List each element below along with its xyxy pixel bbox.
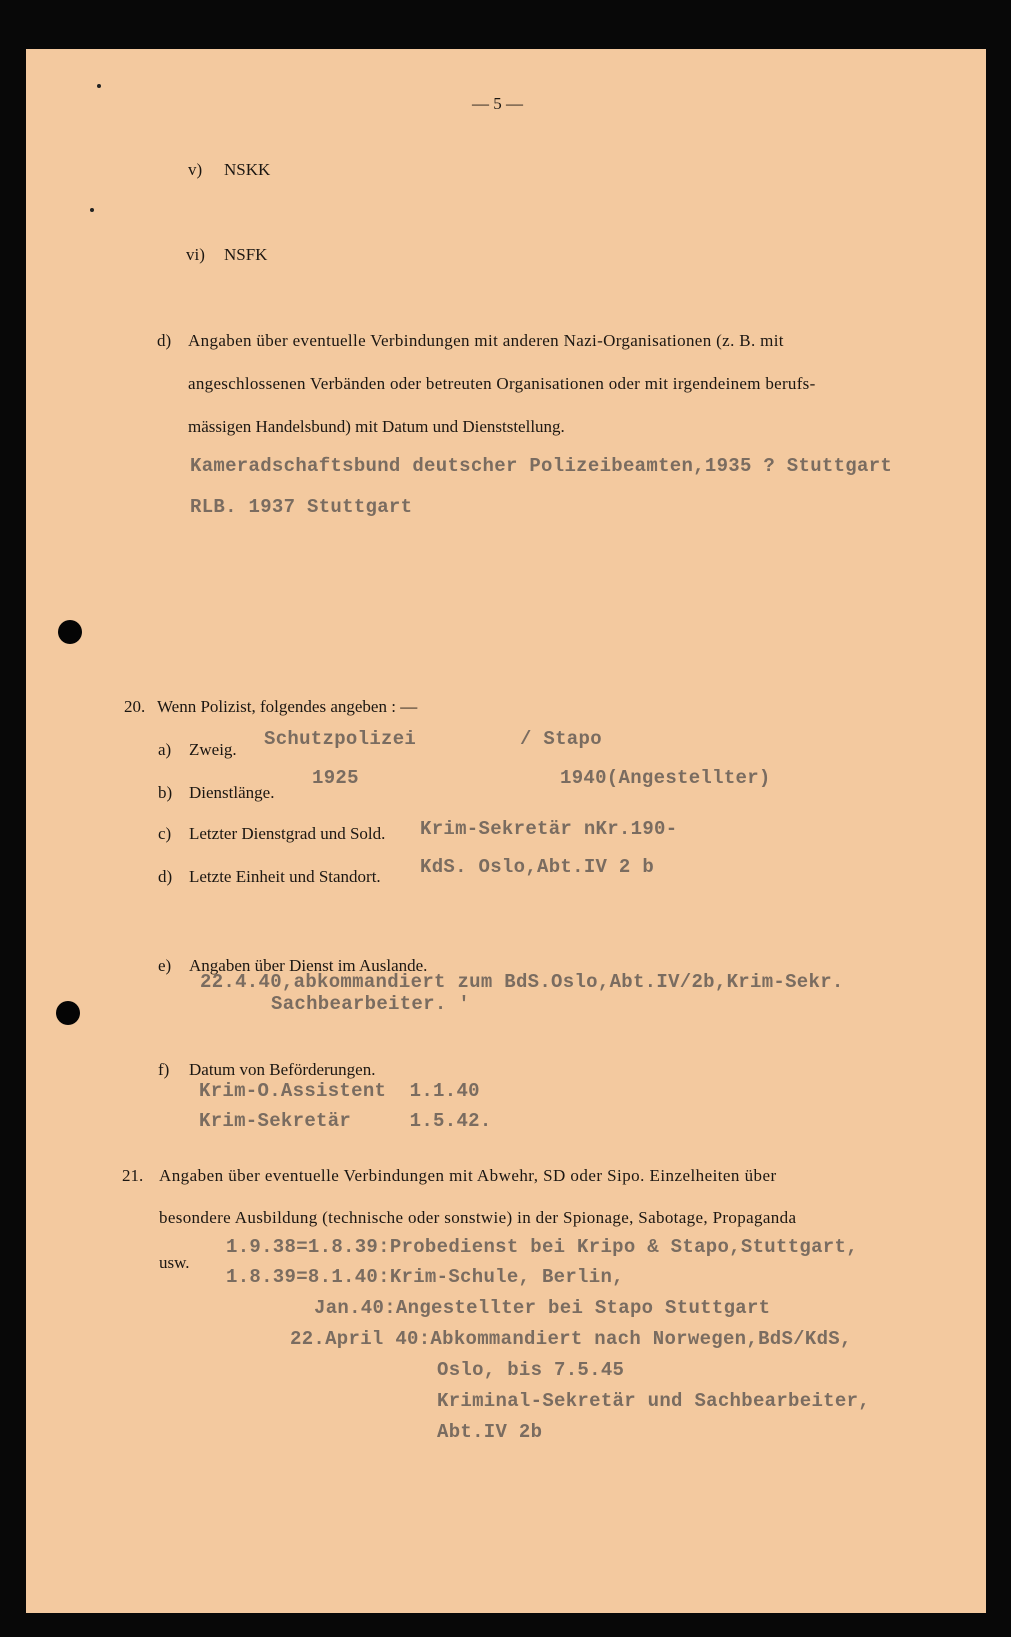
item-v-text: NSKK bbox=[224, 160, 271, 179]
item-v-label: v) bbox=[188, 160, 203, 179]
typed-entry: 1925 bbox=[312, 767, 359, 789]
punch-hole bbox=[58, 620, 82, 644]
speck bbox=[97, 84, 101, 88]
q20f-text: Datum von Beförderungen. bbox=[189, 1060, 376, 1079]
typed-entry: Oslo, bis 7.5.45 bbox=[437, 1359, 625, 1381]
q20a-label: a) bbox=[158, 740, 172, 759]
typed-entry: KdS. Oslo,Abt.IV 2 b bbox=[420, 856, 655, 878]
q20b-text: Dienstlänge. bbox=[189, 783, 275, 802]
q20f-label: f) bbox=[158, 1060, 170, 1079]
typed-entry: Jan.40:Angestellter bei Stapo Stuttgart bbox=[314, 1297, 771, 1319]
item-vi-label: vi) bbox=[186, 245, 205, 264]
q20c-text: Letzter Dienstgrad und Sold. bbox=[189, 824, 386, 843]
item-d-label: d) bbox=[157, 331, 172, 350]
q20b-label: b) bbox=[158, 783, 173, 802]
typed-entry: Krim-O.Assistent 1.1.40 bbox=[199, 1080, 480, 1102]
item-d-line: angeschlossenen Verbänden oder betreuten Organisationen oder mit irgendeinem berufs- bbox=[188, 374, 816, 393]
typed-entry: 22.April 40:Abkommandiert nach Norwegen,BdS/KdS, bbox=[290, 1328, 852, 1350]
typed-entry: Krim-Sekretär nKr.190- bbox=[420, 818, 678, 840]
q21-line: usw. bbox=[159, 1253, 190, 1272]
page-number: — 5 — bbox=[472, 94, 523, 113]
q21-line: Angaben über eventuelle Verbindungen mit Abwehr, SD oder Sipo. Einzelheiten über bbox=[159, 1166, 777, 1185]
typed-entry: Kriminal-Sekretär und Sachbearbeiter, bbox=[437, 1390, 870, 1412]
typed-entry: Sachbearbeiter. ' bbox=[271, 993, 470, 1015]
typed-entry: RLB. 1937 Stuttgart bbox=[190, 496, 413, 518]
q20a-text: Zweig. bbox=[189, 740, 237, 759]
punch-hole bbox=[56, 1001, 80, 1025]
typed-entry: Krim-Sekretär 1.5.42. bbox=[199, 1110, 492, 1132]
q21-number: 21. bbox=[122, 1166, 144, 1185]
typed-entry: Schutzpolizei bbox=[264, 728, 417, 750]
q20e-text: Angaben über Dienst im Auslande. bbox=[189, 956, 428, 975]
typed-entry: 22.4.40,abkommandiert zum BdS.Oslo,Abt.IV/2b,Krim-Sekr. bbox=[200, 971, 844, 993]
item-vi-text: NSFK bbox=[224, 245, 268, 264]
q20e-label: e) bbox=[158, 956, 172, 975]
q20d-label: d) bbox=[158, 867, 173, 886]
q20c-label: c) bbox=[158, 824, 172, 843]
typed-entry: Abt.IV 2b bbox=[437, 1421, 543, 1443]
typed-entry: 1.8.39=8.1.40:Krim-Schule, Berlin, bbox=[226, 1266, 624, 1288]
q20-title: Wenn Polizist, folgendes angeben : — bbox=[157, 697, 418, 716]
typed-entry: 1940(Angestellter) bbox=[560, 767, 771, 789]
typed-entry: / Stapo bbox=[520, 728, 602, 750]
speck bbox=[90, 208, 94, 212]
item-d-line: mässigen Handelsbund) mit Datum und Dienststellung. bbox=[188, 417, 565, 436]
item-d-line: Angaben über eventuelle Verbindungen mit anderen Nazi-Organisationen (z. B. mit bbox=[188, 331, 784, 350]
q20-number: 20. bbox=[124, 697, 146, 716]
q21-line: besondere Ausbildung (technische oder sonstwie) in der Spionage, Sabotage, Propaganda bbox=[159, 1208, 797, 1227]
q20d-text: Letzte Einheit und Standort. bbox=[189, 867, 381, 886]
typed-entry: Kameradschaftsbund deutscher Polizeibeamten,1935 ? Stuttgart bbox=[190, 455, 893, 477]
typed-entry: 1.9.38=1.8.39:Probedienst bei Kripo & Stapo,Stuttgart, bbox=[226, 1236, 858, 1258]
